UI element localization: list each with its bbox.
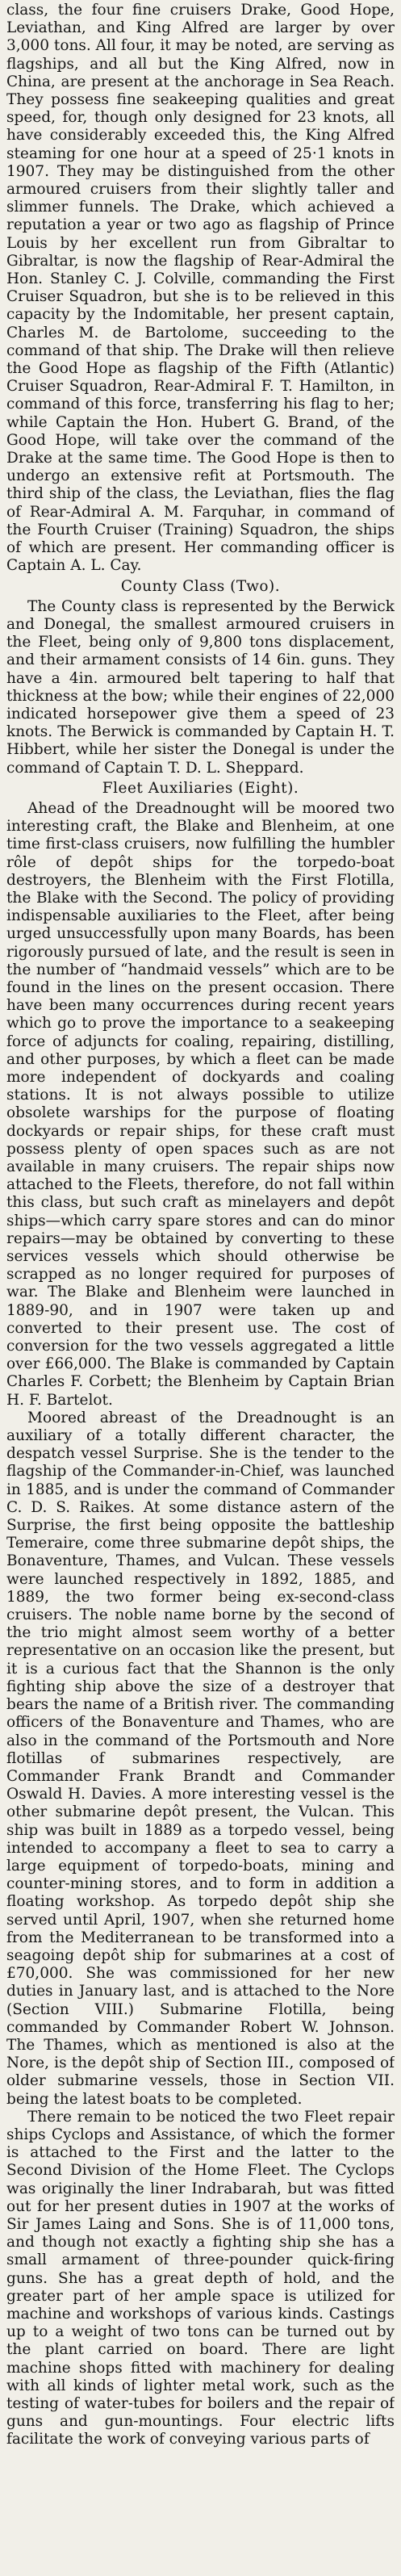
article-column [6, 2, 395, 2574]
county-class-paragraph: The County class is represented by the Berwick and Donegal, the smallest armoured cruisers in the Fleet, being only of 9,800 tons displacement, and their armament consists of 14 6in. guns. They have a 4in. armoured belt tapering to half that thickness at the bow; while their engines of 22,000 indicated horsepower give them a speed of 23 knots. The Berwick is commanded by Captain H. T. Hibbert, while her sister the Donegal is under the command of Captain T. D. L. Sheppard. [6, 597, 395, 777]
auxiliaries-paragraph-repair-ships: There remain to be noticed the two Fleet repair ships Cyclops and Assistance, of which the former is attached to the First and the latter to the Second Division of the Home Fleet. The Cyclops was originally the liner Indrabarah, but was fitted out for her present duties in 1907 at the works of Sir James Laing and Sons. She is of 11,000 tons, and though not exactly a fighting ship she has a small armament of three-pounder quick-firing guns. She has a great depth of hold, and the greater part of her ample space is utilized for machine and workshops of various kinds. Castings up to a weight of two tons can be turned out by the plant carried on board. There are light machine shops fitted with machinery for dealing with all kinds of lighter metal work, such as the testing of water-tubes for boilers and the repair of guns and gun-mountings. Four electric lifts facilitate the work of conveying various parts of [6, 2108, 395, 2448]
section-heading-county-class: County Class (Two). [120, 577, 281, 595]
auxiliaries-paragraph-depot-ships: Ahead of the Dreadnought will be moored two interesting craft, the Blake and Blenheim, at one time first-class cruisers, now fulfilling the humbler rôle of depôt ships for the torpedo-boat destroyers, the Blenheim with the First Flotilla, the Blake with the Second. The policy of providing indispensable auxiliaries to the Fleet, after being urged unsuccessfully upon many Boards, has been rigorously pursued of late, and the result is seen in the number of “handmaid vessels” which are to be found in the lines on the present occasion. There have been many occurrences during recent years which go to prove the importance to a seakeeping force of adjuncts for coaling, repairing, distilling, and other purposes, by which a fleet can be made more independent of dockyards and coaling stations. It is not always possible to utilize obsolete warships for the purpose of floating dockyards or repair ships, for these craft must possess plenty of open spaces such as are not available in many cruisers. The repair ships now attached to the Fleets, therefore, do not fall within this class, but such craft as minelayers and depôt ships—which carry spare stores and can do minor repairs—may be obtained by converting to these services vessels which should otherwise be scrapped as no longer required for purposes of war. The Blake and Blenheim were launched in 1889-90, and in 1907 were taken up and converted to their present use. The cost of conversion for the two vessels aggregated a little over £66,000. The Blake is commanded by Captain Charles F. Corbett; the Blenheim by Captain Brian H. F. Bartelot. [6, 799, 395, 1409]
section-heading-fleet-auxiliaries: Fleet Auxiliaries (Eight). [102, 779, 299, 797]
auxiliaries-paragraph-surprise: Moored abreast of the Dreadnought is an auxiliary of a totally different character, the despatch vessel Surprise. She is the tender to the flagship of the Commander-in-Chief, was launched in 1885, and is under the command of Commander C. D. S. Raikes. At some distance astern of the Surprise, the first being opposite the battleship Temeraire, come three submarine depôt ships, the Bonaventure, Thames, and Vulcan. These vessels were launched respectively in 1892, 1885, and 1889, the two former being ex-second-class cruisers. The noble name borne by the second of the trio might almost seem worthy of a better representative on an occasion like the present, but it is a curious fact that the Shannon is the only fighting ship above the size of a destroyer that bears the name of a British river. The commanding officers of the Bonaventure and Thames, who are also in the command of the Portsmouth and Nore flotillas of submarines respectively, are Commander Frank Brandt and Commander Oswald H. Davies. A more interesting vessel is the other submarine depôt present, the Vulcan. This ship was built in 1889 as a torpedo vessel, being intended to accompany a fleet to sea to carry a large equipment of torpedo-boats, mining and counter-mining stores, and to form in addition a floating workshop. As torpedo depôt ship she served until April, 1907, when she returned home from the Mediterranean to be transformed into a seagoing depôt ship for submarines at a cost of £70,000. She was commissioned for her new duties in January last, and is attached to the Nore (Section VIII.) Submarine Flotilla, being commanded by Commander Robert W. Johnson. The Thames, which as mentioned is also at the Nore, is the depôt ship of Section III., composed of older submarine vessels, those in Section VII. being the latest boats to be completed. [6, 1409, 395, 2108]
intro-paragraph: class, the four fine cruisers Drake, Good Hope, Leviathan, and King Alfred are larger by over 3,000 tons. All four, it may be noted, are serving as flagships, and all but the King Alfred, now in China, are present at the anchorage in Sea Reach. They possess fine seakeeping qualities and great speed, for, though only designed for 23 knots, all have considerably exceeded this, the King Alfred steaming for one hour at a speed of 25·1 knots in 1907. They may be distinguished from the other armoured cruisers from their slightly taller and slimmer funnels. The Drake, which achieved a reputation a year or two ago as flagship of Prince Louis by her excellent run from Gibraltar to Gibraltar, is now the flagship of Rear-Admiral the Hon. Stanley C. J. Colville, commanding the First Cruiser Squadron, but she is to be relieved in this capacity by the Indomitable, her present captain, Charles M. de Bartolome, succeeding to the command of that ship. The Drake will then relieve the Good Hope as flagship of the Fifth (Atlantic) Cruiser Squadron, Rear-Admiral F. T. Hamilton, in command of this force, transferring his flag to her; while Captain the Hon. Hubert G. Brand, of the Good Hope, will take over the command of the Drake at the same time. The Good Hope is then to undergo an extensive refit at Portsmouth. The third ship of the class, the Leviathan, flies the flag of Rear-Admiral A. M. Farquhar, in command of the Fourth Cruiser (Training) Squadron, the ships of which are present. Her commanding officer is Captain A. L. Cay. [6, 2, 395, 575]
